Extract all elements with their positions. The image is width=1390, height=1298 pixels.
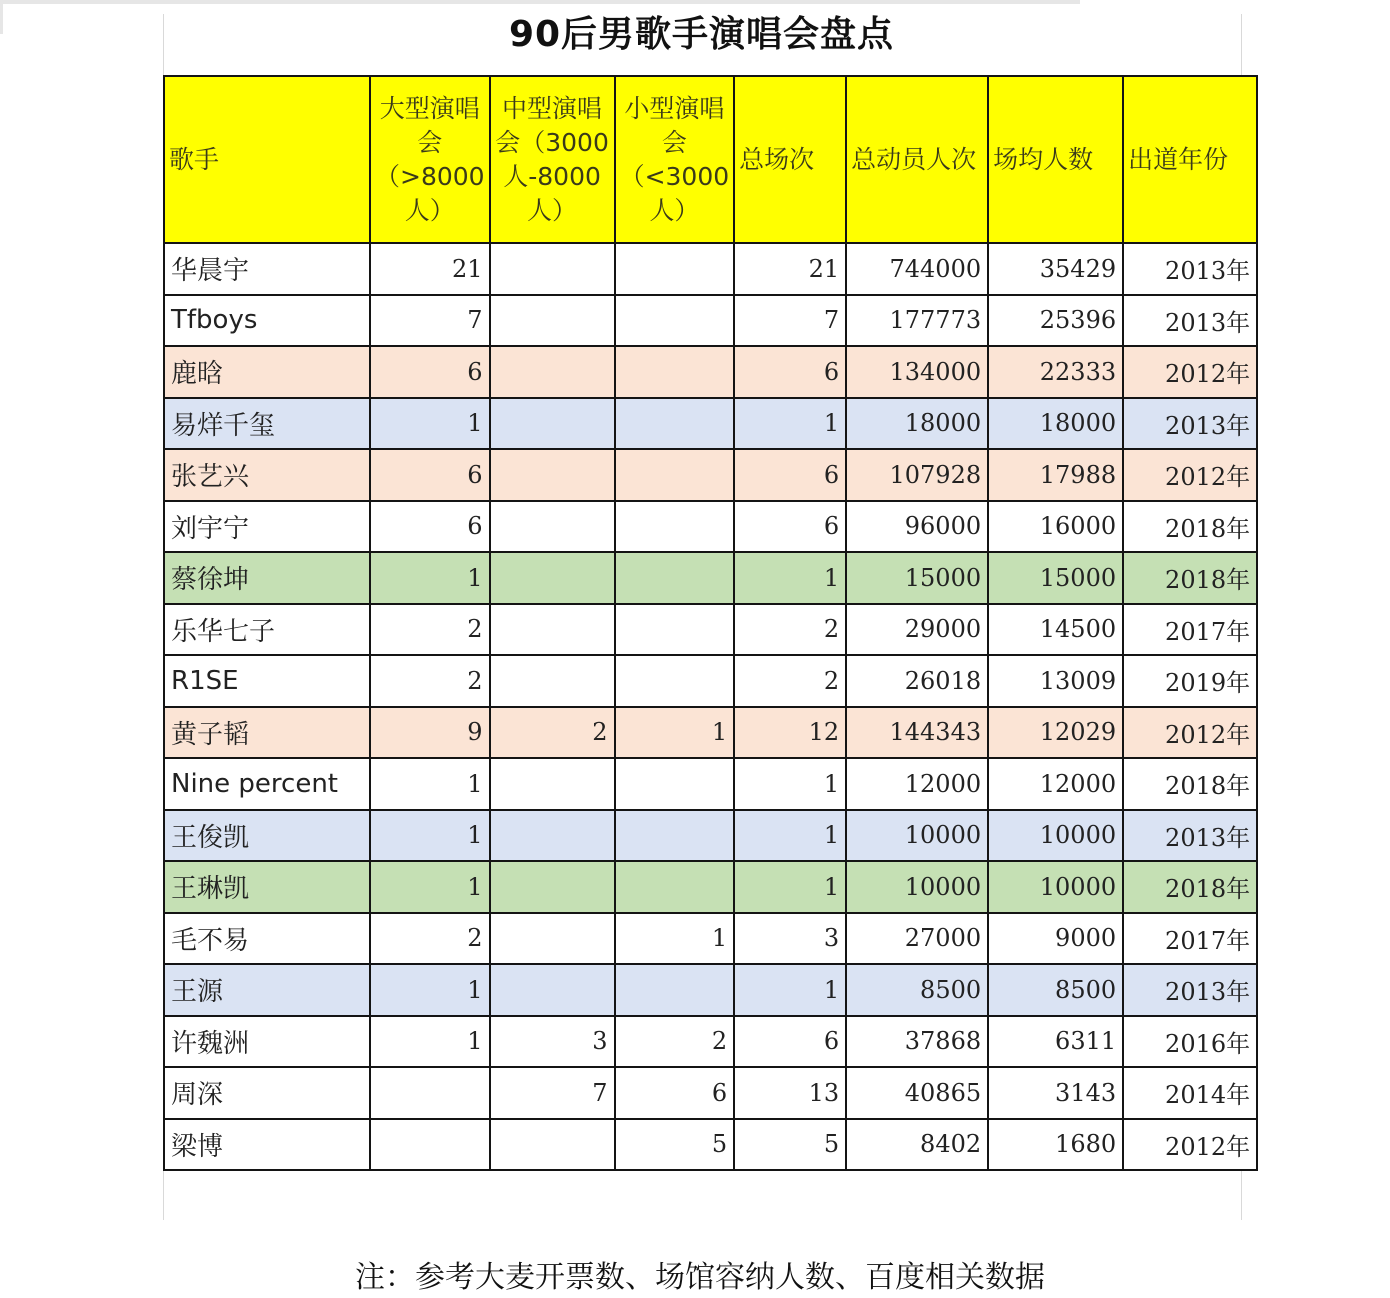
cell-avg-attendance: 1680 [988, 1119, 1123, 1171]
cell-total-shows: 3 [734, 913, 846, 965]
cell-medium [490, 604, 615, 656]
cell-medium [490, 758, 615, 810]
cell-small [615, 552, 735, 604]
header-debut-year: 出道年份 [1123, 76, 1257, 243]
table-row [164, 552, 1257, 604]
cell-total-shows: 6 [734, 449, 846, 501]
table-row [164, 398, 1257, 450]
cell-small: 6 [615, 1067, 735, 1119]
cell-large: 1 [370, 1016, 490, 1068]
cell-avg-attendance: 12029 [988, 707, 1123, 759]
cell-medium [490, 964, 615, 1016]
cell-debut-year: 2012年 [1123, 449, 1257, 501]
cell-total-attendance: 177773 [846, 295, 988, 347]
cell-avg-attendance: 22333 [988, 346, 1123, 398]
cell-avg-attendance: 15000 [988, 552, 1123, 604]
cell-debut-year: 2014年 [1123, 1067, 1257, 1119]
cell-medium [490, 552, 615, 604]
cell-large: 1 [370, 964, 490, 1016]
cell-large: 1 [370, 758, 490, 810]
cell-total-attendance: 26018 [846, 655, 988, 707]
cell-total-attendance: 15000 [846, 552, 988, 604]
cell-medium [490, 449, 615, 501]
cell-total-shows: 6 [734, 346, 846, 398]
cell-small [615, 861, 735, 913]
cell-medium [490, 913, 615, 965]
cell-total-shows: 12 [734, 707, 846, 759]
cell-medium [490, 655, 615, 707]
cell-avg-attendance: 3143 [988, 1067, 1123, 1119]
cell-medium [490, 810, 615, 862]
table-row [164, 810, 1257, 862]
table-row [164, 861, 1257, 913]
cell-avg-attendance: 13009 [988, 655, 1123, 707]
cell-debut-year: 2017年 [1123, 604, 1257, 656]
cell-small [615, 758, 735, 810]
cell-singer: 毛不易 [164, 913, 370, 965]
cell-total-shows: 1 [734, 552, 846, 604]
cell-avg-attendance: 8500 [988, 964, 1123, 1016]
cell-avg-attendance: 10000 [988, 810, 1123, 862]
cell-debut-year: 2018年 [1123, 861, 1257, 913]
table-row [164, 295, 1257, 347]
cell-debut-year: 2013年 [1123, 295, 1257, 347]
cell-singer: 王琳凯 [164, 861, 370, 913]
cell-total-attendance: 134000 [846, 346, 988, 398]
cell-singer: 许魏洲 [164, 1016, 370, 1068]
cell-debut-year: 2013年 [1123, 810, 1257, 862]
cell-singer: 易烊千玺 [164, 398, 370, 450]
cell-total-shows: 1 [734, 398, 846, 450]
cell-large: 6 [370, 501, 490, 553]
cell-singer: 蔡徐坤 [164, 552, 370, 604]
cell-medium [490, 501, 615, 553]
cell-total-attendance: 12000 [846, 758, 988, 810]
cell-large: 1 [370, 552, 490, 604]
cell-total-attendance: 744000 [846, 243, 988, 295]
cell-total-attendance: 10000 [846, 810, 988, 862]
cell-large [370, 1119, 490, 1171]
cell-large: 7 [370, 295, 490, 347]
table-row [164, 1119, 1257, 1171]
cell-singer: 王俊凯 [164, 810, 370, 862]
cell-total-attendance: 37868 [846, 1016, 988, 1068]
table-row [164, 758, 1257, 810]
cell-total-attendance: 8500 [846, 964, 988, 1016]
cell-medium [490, 346, 615, 398]
cell-debut-year: 2016年 [1123, 1016, 1257, 1068]
cell-total-shows: 7 [734, 295, 846, 347]
cell-medium [490, 1119, 615, 1171]
top-border-strip [0, 0, 1080, 4]
cell-debut-year: 2013年 [1123, 964, 1257, 1016]
cell-medium: 7 [490, 1067, 615, 1119]
cell-large: 1 [370, 861, 490, 913]
cell-small [615, 398, 735, 450]
table-row [164, 501, 1257, 553]
cell-debut-year: 2012年 [1123, 707, 1257, 759]
cell-small [615, 295, 735, 347]
cell-total-shows: 1 [734, 964, 846, 1016]
cell-large: 2 [370, 604, 490, 656]
cell-small [615, 501, 735, 553]
cell-singer: 张艺兴 [164, 449, 370, 501]
cell-total-shows: 6 [734, 1016, 846, 1068]
cell-small [615, 346, 735, 398]
header-avg-attendance: 场均人数 [988, 76, 1123, 243]
table-row [164, 604, 1257, 656]
cell-large: 2 [370, 913, 490, 965]
cell-total-attendance: 8402 [846, 1119, 988, 1171]
cell-small [615, 655, 735, 707]
cell-singer: 王源 [164, 964, 370, 1016]
header-total-shows: 总场次 [734, 76, 846, 243]
cell-large: 2 [370, 655, 490, 707]
header-medium-concerts: 中型演唱会（3000人-8000人） [490, 76, 615, 243]
cell-total-shows: 13 [734, 1067, 846, 1119]
cell-medium: 3 [490, 1016, 615, 1068]
cell-total-attendance: 96000 [846, 501, 988, 553]
cell-avg-attendance: 18000 [988, 398, 1123, 450]
cell-debut-year: 2018年 [1123, 758, 1257, 810]
cell-singer: 黄子韬 [164, 707, 370, 759]
cell-total-attendance: 107928 [846, 449, 988, 501]
table-header-row [164, 76, 1257, 243]
cell-avg-attendance: 16000 [988, 501, 1123, 553]
cell-total-shows: 6 [734, 501, 846, 553]
cell-singer: 刘宇宁 [164, 501, 370, 553]
left-border-strip [0, 0, 3, 34]
cell-singer: 乐华七子 [164, 604, 370, 656]
cell-singer: Nine percent [164, 758, 370, 810]
cell-debut-year: 2019年 [1123, 655, 1257, 707]
header-large-concerts: 大型演唱会（>8000人） [370, 76, 490, 243]
cell-singer: 梁博 [164, 1119, 370, 1171]
cell-debut-year: 2012年 [1123, 1119, 1257, 1171]
cell-small: 1 [615, 913, 735, 965]
page-title: 90后男歌手演唱会盘点 [508, 14, 895, 55]
header-total-attendance: 总动员人次 [846, 76, 988, 243]
cell-singer: 华晨宇 [164, 243, 370, 295]
cell-singer: 周深 [164, 1067, 370, 1119]
cell-large: 1 [370, 398, 490, 450]
cell-debut-year: 2012年 [1123, 346, 1257, 398]
cell-avg-attendance: 9000 [988, 913, 1123, 965]
cell-small [615, 810, 735, 862]
cell-avg-attendance: 17988 [988, 449, 1123, 501]
cell-singer: Tfboys [164, 295, 370, 347]
cell-total-attendance: 27000 [846, 913, 988, 965]
table-row [164, 913, 1257, 965]
cell-singer: R1SE [164, 655, 370, 707]
cell-small [615, 449, 735, 501]
cell-small: 1 [615, 707, 735, 759]
cell-avg-attendance: 35429 [988, 243, 1123, 295]
table-row [164, 243, 1257, 295]
cell-avg-attendance: 12000 [988, 758, 1123, 810]
cell-debut-year: 2013年 [1123, 398, 1257, 450]
table-row [164, 1067, 1257, 1119]
cell-total-shows: 5 [734, 1119, 846, 1171]
cell-medium [490, 861, 615, 913]
cell-total-shows: 1 [734, 758, 846, 810]
cell-avg-attendance: 25396 [988, 295, 1123, 347]
table-row [164, 707, 1257, 759]
cell-small [615, 604, 735, 656]
cell-small: 2 [615, 1016, 735, 1068]
cell-large: 1 [370, 810, 490, 862]
concert-table [163, 75, 1258, 1171]
cell-total-shows: 2 [734, 604, 846, 656]
header-small-concerts: 小型演唱会（<3000人） [615, 76, 735, 243]
table-body [164, 243, 1257, 1170]
cell-total-shows: 21 [734, 243, 846, 295]
cell-total-attendance: 18000 [846, 398, 988, 450]
cell-small [615, 964, 735, 1016]
cell-large: 9 [370, 707, 490, 759]
cell-large: 6 [370, 346, 490, 398]
cell-small: 5 [615, 1119, 735, 1171]
cell-total-attendance: 40865 [846, 1067, 988, 1119]
table-row [164, 346, 1257, 398]
cell-small [615, 243, 735, 295]
cell-avg-attendance: 10000 [988, 861, 1123, 913]
table-row [164, 655, 1257, 707]
table-row [164, 964, 1257, 1016]
cell-total-shows: 2 [734, 655, 846, 707]
cell-large: 6 [370, 449, 490, 501]
cell-large [370, 1067, 490, 1119]
cell-debut-year: 2017年 [1123, 913, 1257, 965]
cell-total-attendance: 10000 [846, 861, 988, 913]
cell-medium: 2 [490, 707, 615, 759]
cell-singer: 鹿晗 [164, 346, 370, 398]
cell-debut-year: 2018年 [1123, 501, 1257, 553]
cell-avg-attendance: 14500 [988, 604, 1123, 656]
cell-total-shows: 1 [734, 810, 846, 862]
cell-medium [490, 398, 615, 450]
table-row [164, 449, 1257, 501]
cell-large: 21 [370, 243, 490, 295]
cell-debut-year: 2013年 [1123, 243, 1257, 295]
cell-medium [490, 243, 615, 295]
source-footnote: 注：参考大麦开票数、场馆容纳人数、百度相关数据 [355, 1260, 1045, 1295]
cell-avg-attendance: 6311 [988, 1016, 1123, 1068]
cell-total-attendance: 29000 [846, 604, 988, 656]
cell-medium [490, 295, 615, 347]
table-row [164, 1016, 1257, 1068]
header-singer: 歌手 [164, 76, 370, 243]
cell-debut-year: 2018年 [1123, 552, 1257, 604]
cell-total-attendance: 144343 [846, 707, 988, 759]
cell-total-shows: 1 [734, 861, 846, 913]
